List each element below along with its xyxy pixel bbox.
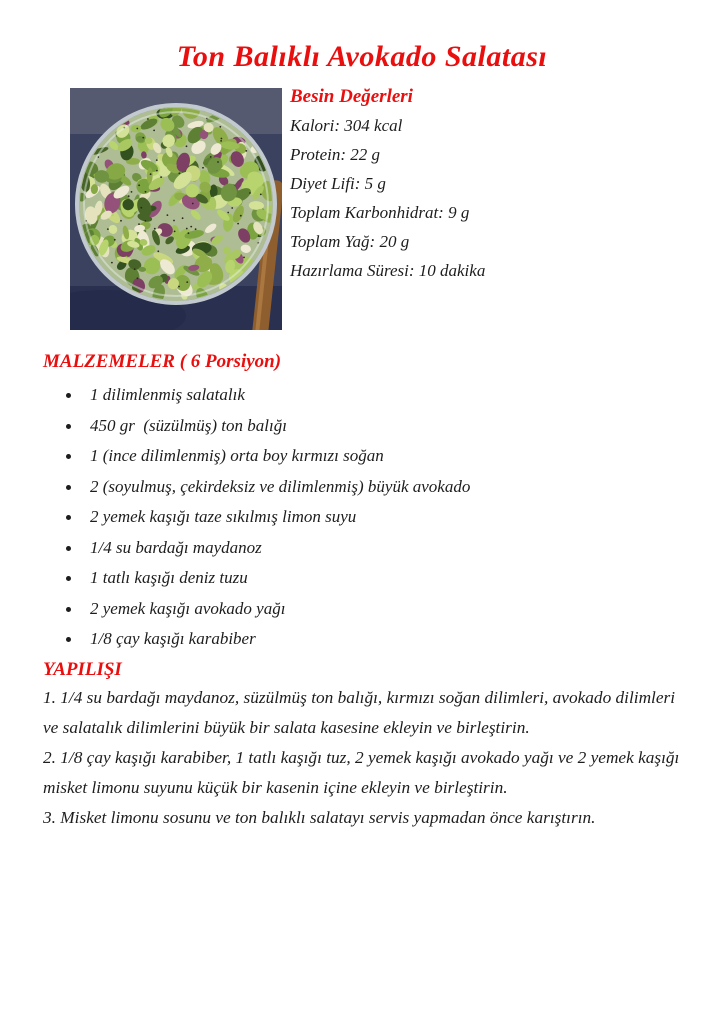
directions-heading: YAPILIŞI [43,658,122,680]
ingredient-item: 1 (ince dilimlenmiş) orta boy kırmızı soğan [90,441,691,472]
direction-step: 2. 1/8 çay kaşığı karabiber, 1 tatlı kaşığı tuz, 2 yemek kaşığı avokado yağı ve 2 yemek kaşığı misket limonu suyunu küçük bir kasenin içine ekleyin ve birleştirin. [43,747,680,797]
ingredient-item: 1/4 su bardağı maydanoz [90,533,691,564]
recipe-body [43,349,691,833]
salad-photo-image [70,88,282,330]
ingredient-item: 1 dilimlenmiş salatalık [90,380,691,411]
recipe-title: Ton Balıklı Avokado Salatası [176,40,548,73]
nutrition-heading: Besin Değerleri [290,86,413,107]
ingredient-item: 1/8 çay kaşığı karabiber [90,624,691,655]
ingredient-item: 2 yemek kaşığı avokado yağı [90,594,691,625]
ingredient-item: 450 gr (süzülmüş) ton balığı [90,411,691,442]
nutrition-item-calories: Kalori: 304 kcal [290,116,403,135]
direction-step: 1. 1/4 su bardağı maydanoz, süzülmüş ton balığı, kırmızı soğan dilimleri, avokado dilimleri ve salatalık dilimlerini büyük bir salata kasesine ekleyin ve birleştirin. [43,687,676,737]
salad-photo [70,88,282,330]
nutrition-item-fiber: Diyet Lifi: 5 g [290,174,386,193]
nutrition-item-fat: Toplam Yağ: 20 g [290,232,410,251]
nutrition-section [290,82,690,285]
ingredients-heading: MALZEMELER ( 6 Porsiyon) [43,351,282,372]
nutrition-item-carbs: Toplam Karbonhidrat: 9 g [290,203,470,222]
directions-steps [43,683,691,833]
ingredient-item: 1 tatlı kaşığı deniz tuzu [90,563,691,594]
direction-step: 3. Misket limonu sosunu ve ton balıklı salatayı servis yapmadan önce karıştırın. [43,807,596,827]
nutrition-item-prep-time: Hazırlama Süresi: 10 dakika [290,261,486,280]
ingredient-item: 2 yemek kaşığı taze sıkılmış limon suyu [90,502,691,533]
nutrition-item-protein: Protein: 22 g [290,145,381,164]
ingredient-item: 2 (soyulmuş, çekirdeksiz ve dilimlenmiş) büyük avokado [90,472,691,503]
ingredients-list [43,380,691,655]
